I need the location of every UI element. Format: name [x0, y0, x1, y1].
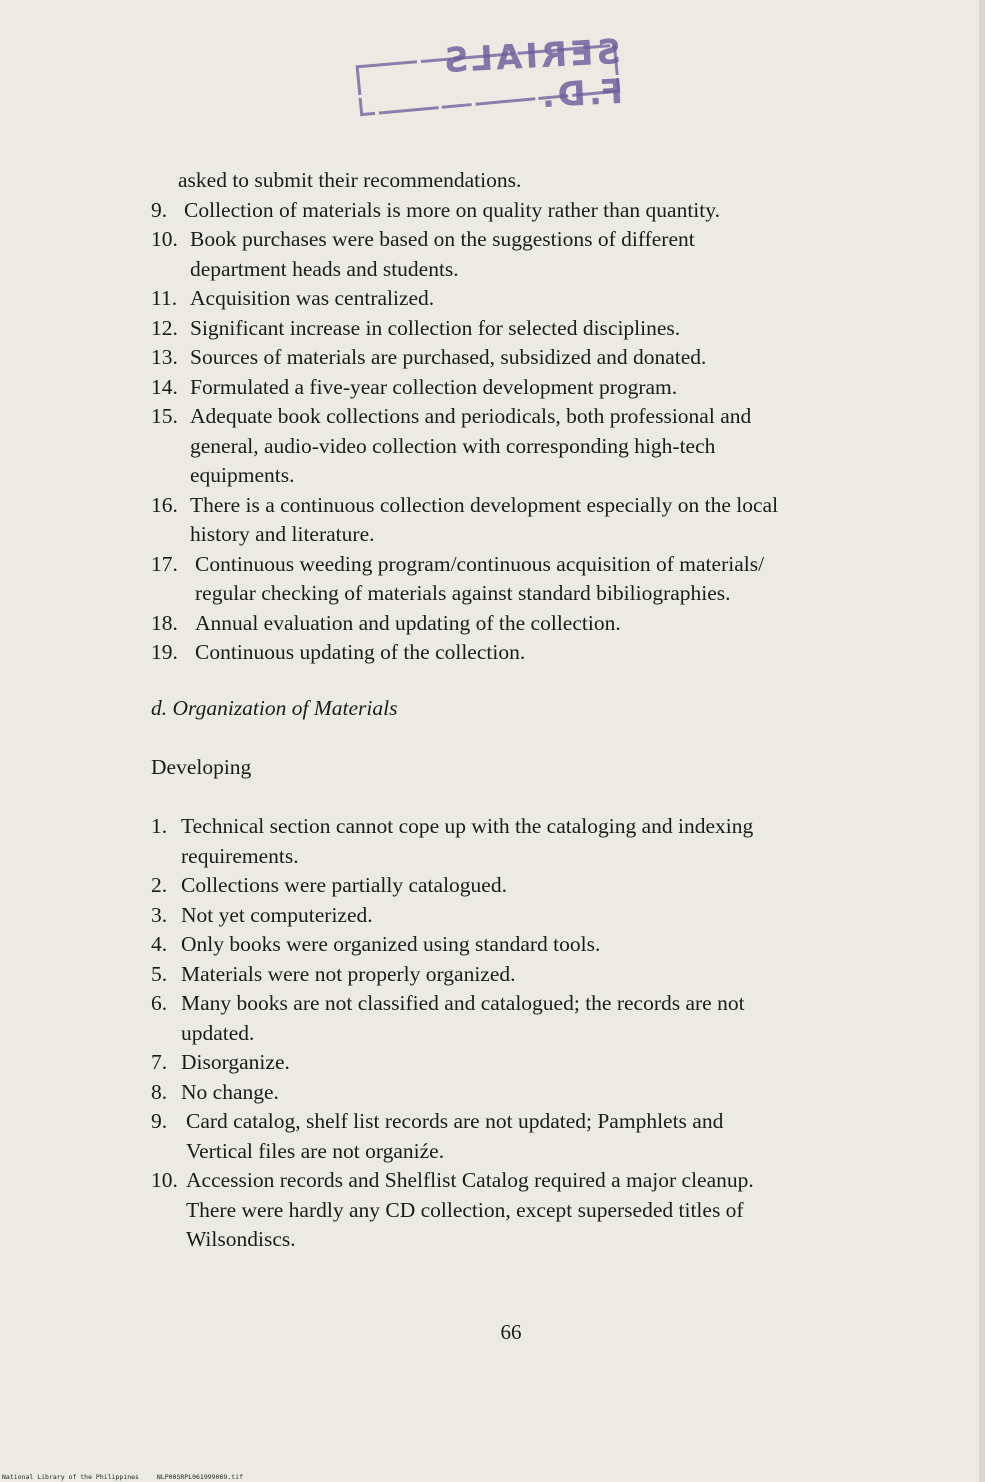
- list-item-text: requirements.: [181, 843, 299, 868]
- list-item-text: Materials were not properly organized.: [181, 961, 516, 986]
- list-item-text: Many books are not classified and catalogued; the records are not: [181, 991, 745, 1015]
- list-item-text: general, audio-video collection with corresponding high-tech: [190, 433, 716, 458]
- continuation-text: asked to submit their recommendations.: [178, 168, 522, 192]
- list-item-text: history and literature.: [190, 522, 375, 546]
- section-heading: d. Organization of Materials: [151, 696, 398, 720]
- serials-stamp: [350, 31, 624, 119]
- list-item-number: 5.: [151, 961, 168, 986]
- list-item-text: Accession records and Shelflist Catalog required a major cleanup.: [186, 1168, 754, 1192]
- list-item-number: 17.: [151, 551, 178, 576]
- list-item-number: 9.: [151, 197, 168, 222]
- list-item-text: Adequate book collections and periodicals, both professional and: [190, 404, 752, 428]
- list-item-text: Book purchases were based on the suggestions of different: [190, 227, 695, 251]
- list-item-number: 10.: [151, 1168, 178, 1192]
- list-item-text: There is a continuous collection development especially on the local: [190, 492, 779, 517]
- list-item-text: Wilsondiscs.: [186, 1227, 296, 1251]
- list-item-number: 14.: [151, 374, 178, 399]
- list-item-text: Not yet computerized.: [181, 902, 373, 927]
- list-item-text: equipments.: [190, 463, 295, 487]
- list-item-number: 16.: [151, 492, 178, 517]
- list-item-text: Continuous weeding program/continuous acquisition of materials/: [195, 551, 765, 576]
- list-item-text: regular checking of materials against standard bibiliographies.: [195, 581, 731, 605]
- list-item-number: 9.: [151, 1109, 168, 1133]
- list-item-text: Sources of materials are purchased, subsidized and donated.: [190, 345, 707, 369]
- list-item-text: Disorganize.: [181, 1050, 290, 1074]
- list-item-number: 4.: [151, 932, 168, 956]
- list-item-number: 12.: [151, 315, 178, 340]
- list-item-text: Collections were partially catalogued.: [181, 873, 507, 897]
- list-item-text: Card catalog, shelf list records are not updated; Pamphlets and: [186, 1109, 724, 1133]
- list-item-number: 1.: [151, 814, 168, 838]
- footer-filename: NLP00SRPL061999069.tif: [156, 1473, 243, 1481]
- list-item-text: No change.: [181, 1079, 279, 1104]
- list-item-number: 19.: [151, 640, 178, 664]
- list-item-text: Technical section cannot cope up with the cataloging and indexing: [181, 814, 754, 838]
- list-item-text: Formulated a five-year collection development program.: [190, 374, 678, 399]
- list-item-text: updated.: [181, 1020, 255, 1045]
- list-item-text: Significant increase in collection for selected disciplines.: [190, 315, 681, 340]
- list-item-number: 10.: [151, 227, 178, 251]
- list-item-number: 18.: [151, 610, 178, 635]
- list-item-text: Vertical files are not organiźe.: [186, 1138, 445, 1163]
- stamp-text: SERIALS F.D.: [439, 31, 624, 117]
- list-item-number: 3.: [151, 902, 168, 927]
- page-number: 66: [500, 1320, 522, 1344]
- list-item-text: Continuous updating of the collection.: [195, 640, 526, 664]
- list-item-text: There were hardly any CD collection, except superseded titles of: [186, 1197, 744, 1222]
- list-item-number: 2.: [151, 873, 168, 897]
- list-item-text: department heads and students.: [190, 256, 459, 281]
- list-item-number: 11.: [151, 286, 178, 310]
- scan-footer: [2, 1473, 257, 1481]
- list-item-number: 6.: [151, 991, 168, 1015]
- list-item-text: Collection of materials is more on quality rather than quantity.: [184, 197, 720, 222]
- subheading-developing: Developing: [151, 755, 252, 779]
- list-item-number: 15.: [151, 404, 178, 428]
- footer-library: National Library of the Philippines: [2, 1473, 139, 1481]
- list-item-number: 7.: [151, 1050, 168, 1074]
- list-item-text: Annual evaluation and updating of the collection.: [195, 610, 621, 635]
- list-item-text: Only books were organized using standard tools.: [181, 932, 601, 956]
- list-item-number: 13.: [151, 345, 178, 369]
- list-item-text: Acquisition was centralized.: [190, 286, 435, 310]
- list-item-number: 8.: [151, 1079, 168, 1104]
